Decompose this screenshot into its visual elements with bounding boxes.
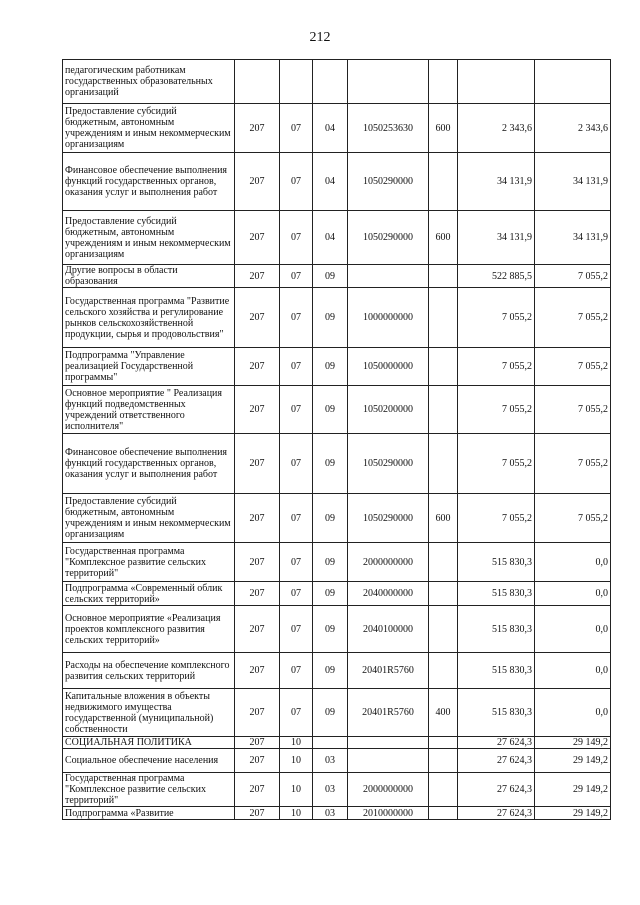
cell-sum1: 515 830,3 — [458, 543, 535, 582]
cell-csr: 20401R5760 — [348, 689, 429, 737]
cell-csr: 1050000000 — [348, 348, 429, 386]
cell-sum2: 29 149,2 — [535, 807, 611, 820]
cell-csr: 1050290000 — [348, 434, 429, 494]
cell-vr — [429, 153, 458, 211]
cell-vr: 600 — [429, 104, 458, 153]
cell-csr: 1000000000 — [348, 288, 429, 348]
cell-sum1: 7 055,2 — [458, 434, 535, 494]
cell-csr: 2000000000 — [348, 773, 429, 807]
cell-csr: 20401R5760 — [348, 653, 429, 689]
cell-vr — [429, 543, 458, 582]
cell-pr: 09 — [313, 434, 348, 494]
cell-sum2: 7 055,2 — [535, 494, 611, 543]
cell-sum1: 515 830,3 — [458, 653, 535, 689]
cell-ved: 207 — [235, 348, 280, 386]
cell-pr: 09 — [313, 494, 348, 543]
cell-sum1: 7 055,2 — [458, 494, 535, 543]
cell-pr: 09 — [313, 606, 348, 653]
cell-rz: 07 — [280, 153, 313, 211]
cell-csr: 2040000000 — [348, 582, 429, 606]
cell-sum2: 7 055,2 — [535, 288, 611, 348]
cell-vr — [429, 60, 458, 104]
cell-pr: 04 — [313, 211, 348, 265]
cell-pr — [313, 737, 348, 749]
cell-ved: 207 — [235, 653, 280, 689]
cell-csr: 2040100000 — [348, 606, 429, 653]
table-row — [63, 606, 611, 653]
cell-name: Государственная программа "Комплексное развитие сельских территорий" — [63, 543, 235, 582]
cell-csr: 1050200000 — [348, 386, 429, 434]
cell-name: Основное мероприятие " Реализация функций подведомственных учреждений ответственного исполнителя" — [63, 386, 235, 434]
cell-sum2: 7 055,2 — [535, 386, 611, 434]
cell-pr: 09 — [313, 582, 348, 606]
cell-rz: 07 — [280, 265, 313, 288]
cell-ved: 207 — [235, 265, 280, 288]
cell-sum1: 7 055,2 — [458, 288, 535, 348]
cell-vr — [429, 606, 458, 653]
cell-name: Предоставление субсидий бюджетным, автономным учреждениям и иным некоммерческим организациям — [63, 494, 235, 543]
cell-sum1: 515 830,3 — [458, 689, 535, 737]
cell-sum2: 7 055,2 — [535, 434, 611, 494]
cell-sum1: 515 830,3 — [458, 582, 535, 606]
table-row — [63, 689, 611, 737]
table-row — [63, 104, 611, 153]
cell-name: педагогическим работникам государственных образовательных организаций — [63, 60, 235, 104]
cell-rz: 07 — [280, 211, 313, 265]
table-row — [63, 773, 611, 807]
cell-vr — [429, 773, 458, 807]
cell-sum2: 0,0 — [535, 653, 611, 689]
cell-vr — [429, 582, 458, 606]
table-row — [63, 653, 611, 689]
cell-sum1: 2 343,6 — [458, 104, 535, 153]
cell-vr — [429, 653, 458, 689]
table-row — [63, 737, 611, 749]
cell-csr — [348, 265, 429, 288]
table-row — [63, 494, 611, 543]
cell-csr: 2010000000 — [348, 807, 429, 820]
cell-csr — [348, 749, 429, 773]
table-row — [63, 153, 611, 211]
cell-sum2: 7 055,2 — [535, 348, 611, 386]
cell-ved: 207 — [235, 582, 280, 606]
cell-name: Подпрограмма «Современный облик сельских территорий» — [63, 582, 235, 606]
cell-sum2: 0,0 — [535, 689, 611, 737]
cell-sum2: 29 149,2 — [535, 773, 611, 807]
cell-csr: 1050290000 — [348, 153, 429, 211]
cell-sum2: 34 131,9 — [535, 153, 611, 211]
cell-ved: 207 — [235, 104, 280, 153]
table-row — [63, 582, 611, 606]
cell-rz: 07 — [280, 606, 313, 653]
cell-sum2: 7 055,2 — [535, 265, 611, 288]
cell-csr — [348, 60, 429, 104]
cell-vr — [429, 749, 458, 773]
cell-sum1: 34 131,9 — [458, 211, 535, 265]
cell-pr: 03 — [313, 773, 348, 807]
cell-vr — [429, 807, 458, 820]
cell-csr — [348, 737, 429, 749]
budget-table — [62, 59, 611, 820]
cell-rz — [280, 60, 313, 104]
cell-ved: 207 — [235, 749, 280, 773]
cell-ved: 207 — [235, 153, 280, 211]
cell-name: Социальное обеспечение населения — [63, 749, 235, 773]
cell-vr — [429, 434, 458, 494]
cell-sum1: 34 131,9 — [458, 153, 535, 211]
cell-sum1: 27 624,3 — [458, 737, 535, 749]
cell-name: Финансовое обеспечение выполнения функций государственных органов, оказания услуг и выполнения работ — [63, 153, 235, 211]
table-row — [63, 543, 611, 582]
cell-ved: 207 — [235, 737, 280, 749]
table-row — [63, 288, 611, 348]
cell-name: Расходы на обеспечение комплексного развития сельских территорий — [63, 653, 235, 689]
cell-sum1: 27 624,3 — [458, 807, 535, 820]
cell-rz: 07 — [280, 386, 313, 434]
cell-rz: 10 — [280, 807, 313, 820]
cell-pr: 09 — [313, 265, 348, 288]
cell-name: Капитальные вложения в объекты недвижимого имущества государственной (муниципальной) собственности — [63, 689, 235, 737]
cell-pr: 03 — [313, 807, 348, 820]
cell-pr — [313, 60, 348, 104]
cell-sum2: 34 131,9 — [535, 211, 611, 265]
cell-sum2 — [535, 60, 611, 104]
cell-ved: 207 — [235, 494, 280, 543]
cell-name: Государственная программа "Комплексное развитие сельских территорий" — [63, 773, 235, 807]
cell-rz: 07 — [280, 494, 313, 543]
table-row — [63, 265, 611, 288]
cell-sum2: 2 343,6 — [535, 104, 611, 153]
cell-vr — [429, 265, 458, 288]
cell-sum1: 7 055,2 — [458, 386, 535, 434]
table-row — [63, 386, 611, 434]
cell-pr: 09 — [313, 288, 348, 348]
cell-pr: 03 — [313, 749, 348, 773]
cell-sum2: 29 149,2 — [535, 749, 611, 773]
cell-ved — [235, 60, 280, 104]
cell-ved: 207 — [235, 434, 280, 494]
cell-ved: 207 — [235, 606, 280, 653]
cell-rz: 07 — [280, 104, 313, 153]
cell-name: Подпрограмма «Развитие — [63, 807, 235, 820]
cell-name: СОЦИАЛЬНАЯ ПОЛИТИКА — [63, 737, 235, 749]
table-row — [63, 348, 611, 386]
cell-rz: 10 — [280, 749, 313, 773]
cell-sum1 — [458, 60, 535, 104]
table-row — [63, 211, 611, 265]
cell-vr — [429, 288, 458, 348]
cell-rz: 07 — [280, 434, 313, 494]
cell-rz: 07 — [280, 689, 313, 737]
cell-name: Предоставление субсидий бюджетным, автономным учреждениям и иным некоммерческим организациям — [63, 104, 235, 153]
page-number: 212 — [309, 30, 331, 45]
cell-pr: 09 — [313, 386, 348, 434]
cell-name: Финансовое обеспечение выполнения функций государственных органов, оказания услуг и выполнения работ — [63, 434, 235, 494]
cell-vr — [429, 386, 458, 434]
cell-pr: 04 — [313, 104, 348, 153]
cell-ved: 207 — [235, 386, 280, 434]
cell-rz: 07 — [280, 543, 313, 582]
cell-name: Предоставление субсидий бюджетным, автономным учреждениям и иным некоммерческим организациям — [63, 211, 235, 265]
table-row — [63, 749, 611, 773]
cell-vr: 600 — [429, 494, 458, 543]
cell-rz: 07 — [280, 582, 313, 606]
cell-rz: 07 — [280, 288, 313, 348]
table-row — [63, 434, 611, 494]
cell-ved: 207 — [235, 543, 280, 582]
cell-vr — [429, 737, 458, 749]
table-row — [63, 807, 611, 820]
cell-ved: 207 — [235, 807, 280, 820]
cell-vr: 400 — [429, 689, 458, 737]
cell-sum2: 0,0 — [535, 606, 611, 653]
cell-name: Основное мероприятие «Реализация проектов комплексного развития сельских территорий» — [63, 606, 235, 653]
cell-ved: 207 — [235, 689, 280, 737]
cell-pr: 09 — [313, 543, 348, 582]
cell-csr: 1050253630 — [348, 104, 429, 153]
cell-name: Подпрограмма "Управление реализацией Государственной программы" — [63, 348, 235, 386]
cell-csr: 1050290000 — [348, 211, 429, 265]
cell-ved: 207 — [235, 211, 280, 265]
cell-sum2: 0,0 — [535, 582, 611, 606]
cell-rz: 10 — [280, 773, 313, 807]
cell-pr: 09 — [313, 689, 348, 737]
cell-sum2: 29 149,2 — [535, 737, 611, 749]
cell-sum2: 0,0 — [535, 543, 611, 582]
cell-sum1: 7 055,2 — [458, 348, 535, 386]
cell-pr: 09 — [313, 348, 348, 386]
cell-csr: 1050290000 — [348, 494, 429, 543]
cell-sum1: 27 624,3 — [458, 749, 535, 773]
cell-pr: 04 — [313, 153, 348, 211]
cell-pr: 09 — [313, 653, 348, 689]
table-row — [63, 60, 611, 104]
cell-vr: 600 — [429, 211, 458, 265]
cell-rz: 10 — [280, 737, 313, 749]
cell-name: Государственная программа "Развитие сельского хозяйства и регулирование рынков сельскохозяйственной продукции, сырья и продовольствия" — [63, 288, 235, 348]
cell-sum1: 515 830,3 — [458, 606, 535, 653]
cell-rz: 07 — [280, 348, 313, 386]
cell-vr — [429, 348, 458, 386]
cell-name: Другие вопросы в области образования — [63, 265, 235, 288]
cell-csr: 2000000000 — [348, 543, 429, 582]
cell-sum1: 522 885,5 — [458, 265, 535, 288]
cell-ved: 207 — [235, 288, 280, 348]
cell-sum1: 27 624,3 — [458, 773, 535, 807]
cell-rz: 07 — [280, 653, 313, 689]
cell-ved: 207 — [235, 773, 280, 807]
